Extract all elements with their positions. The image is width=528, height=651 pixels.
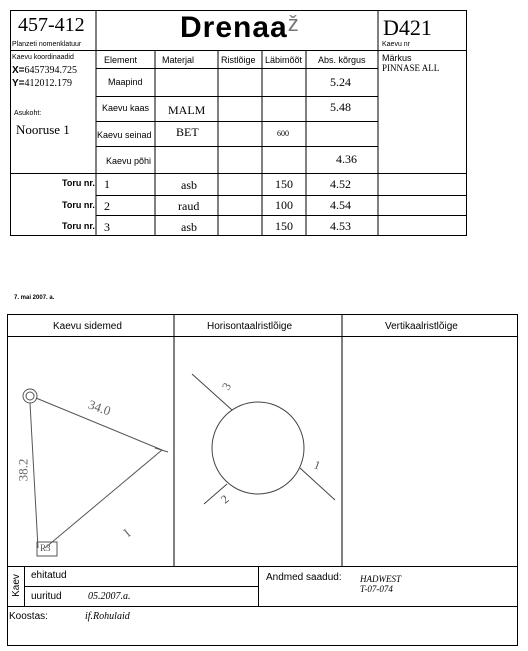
pipe-label: Toru nr. <box>62 200 95 210</box>
pipe-elevation: 4.52 <box>330 177 351 191</box>
sketch-distance-left: 38.2 <box>15 458 31 482</box>
form-date: 7. mai 2007. a. <box>14 295 55 301</box>
row-element-label: Kaevu põhi <box>106 156 152 166</box>
row-diameter: 600 <box>277 129 289 138</box>
address-value: Nooruse 1 <box>16 122 70 137</box>
col-header-diameter: Läbimõõt <box>265 55 303 65</box>
row-material: BET <box>176 125 199 139</box>
pipe-label: Toru nr. <box>62 178 95 188</box>
pipe-material: asb <box>181 178 197 192</box>
section-header-horizontal: Horisontaalristlõige <box>207 321 293 332</box>
horizontal-section-drawing <box>192 374 335 504</box>
pipe-elevation: 4.54 <box>330 198 351 212</box>
pipe-diameter: 150 <box>275 177 293 191</box>
pipe-nr: 3 <box>104 220 110 234</box>
remarks-value: PINNASE ALL <box>382 63 440 73</box>
footer-data-from-label: Andmed saadud: <box>266 572 342 583</box>
footer-compiled-value: if.Rohulaid <box>85 611 130 622</box>
footer-data-from-value2: T-07-074 <box>360 584 393 594</box>
pipe-label-1: 1 <box>311 457 323 473</box>
form-title: Drenaa$^ž$ <box>180 11 300 44</box>
pipe-nr: 2 <box>104 199 110 213</box>
pipe-diameter: 150 <box>275 219 293 233</box>
well-id-label: Kaevu nr <box>382 41 411 48</box>
row-material: MALM <box>168 103 206 117</box>
footer-data-from-value1: HADWEST <box>360 574 401 584</box>
row-element-label: Kaevu seinad <box>97 130 152 140</box>
footer-surveyed-value: 05.2007.a. <box>88 591 131 602</box>
pipe-label-3: 3 <box>219 380 235 393</box>
nomenclature-label: Planzeti nomenklatuur <box>12 41 82 48</box>
col-header-elevation: Abs. kõrgus <box>318 55 366 65</box>
row-element-label: Maapind <box>108 77 143 87</box>
pipe-diameter: 100 <box>275 198 293 212</box>
pipe-nr: 1 <box>104 177 110 191</box>
section-header-vertical: Vertikaalristlõige <box>385 321 458 332</box>
section-header-connections: Kaevu sidemed <box>53 321 122 332</box>
col-header-element: Element <box>104 55 138 65</box>
col-header-cross-section: Ristlõige <box>221 55 256 65</box>
pipe-label-2: 2 <box>217 491 232 507</box>
x-coordinate: X=6457394.725 <box>12 65 78 76</box>
row-elevation: 5.24 <box>330 75 351 89</box>
footer-compiled-label: Koostas: <box>9 611 48 622</box>
sketch-diagonal-mark: I <box>120 525 134 540</box>
pipe-elevation: 4.53 <box>330 219 351 233</box>
row-elevation: 5.48 <box>330 100 351 114</box>
sketch-distance-top: 34.0 <box>86 396 113 419</box>
pipe-material: asb <box>181 220 197 234</box>
row-element-label: Kaevu kaas <box>102 103 150 113</box>
footer-built-label: ehitatud <box>31 570 67 581</box>
address-label: Asukoht: <box>14 110 42 117</box>
pipe-label: Toru nr. <box>62 221 95 231</box>
row-elevation: 4.36 <box>336 152 357 166</box>
col-header-remarks: Märkus <box>382 53 412 63</box>
sketch-corner-label: R3 <box>40 543 51 553</box>
nomenclature-value: 457-412 <box>18 14 85 36</box>
coordinates-label: Kaevu koordinaadid <box>12 54 74 61</box>
well-id: D421 <box>383 15 432 40</box>
footer-surveyed-label: uuritud <box>31 591 62 602</box>
footer-well-label: Kaev <box>10 574 22 597</box>
y-coordinate: Y=412012.179 <box>12 78 73 89</box>
pipe-material: raud <box>178 199 200 213</box>
col-header-material: Materjal <box>162 55 195 65</box>
